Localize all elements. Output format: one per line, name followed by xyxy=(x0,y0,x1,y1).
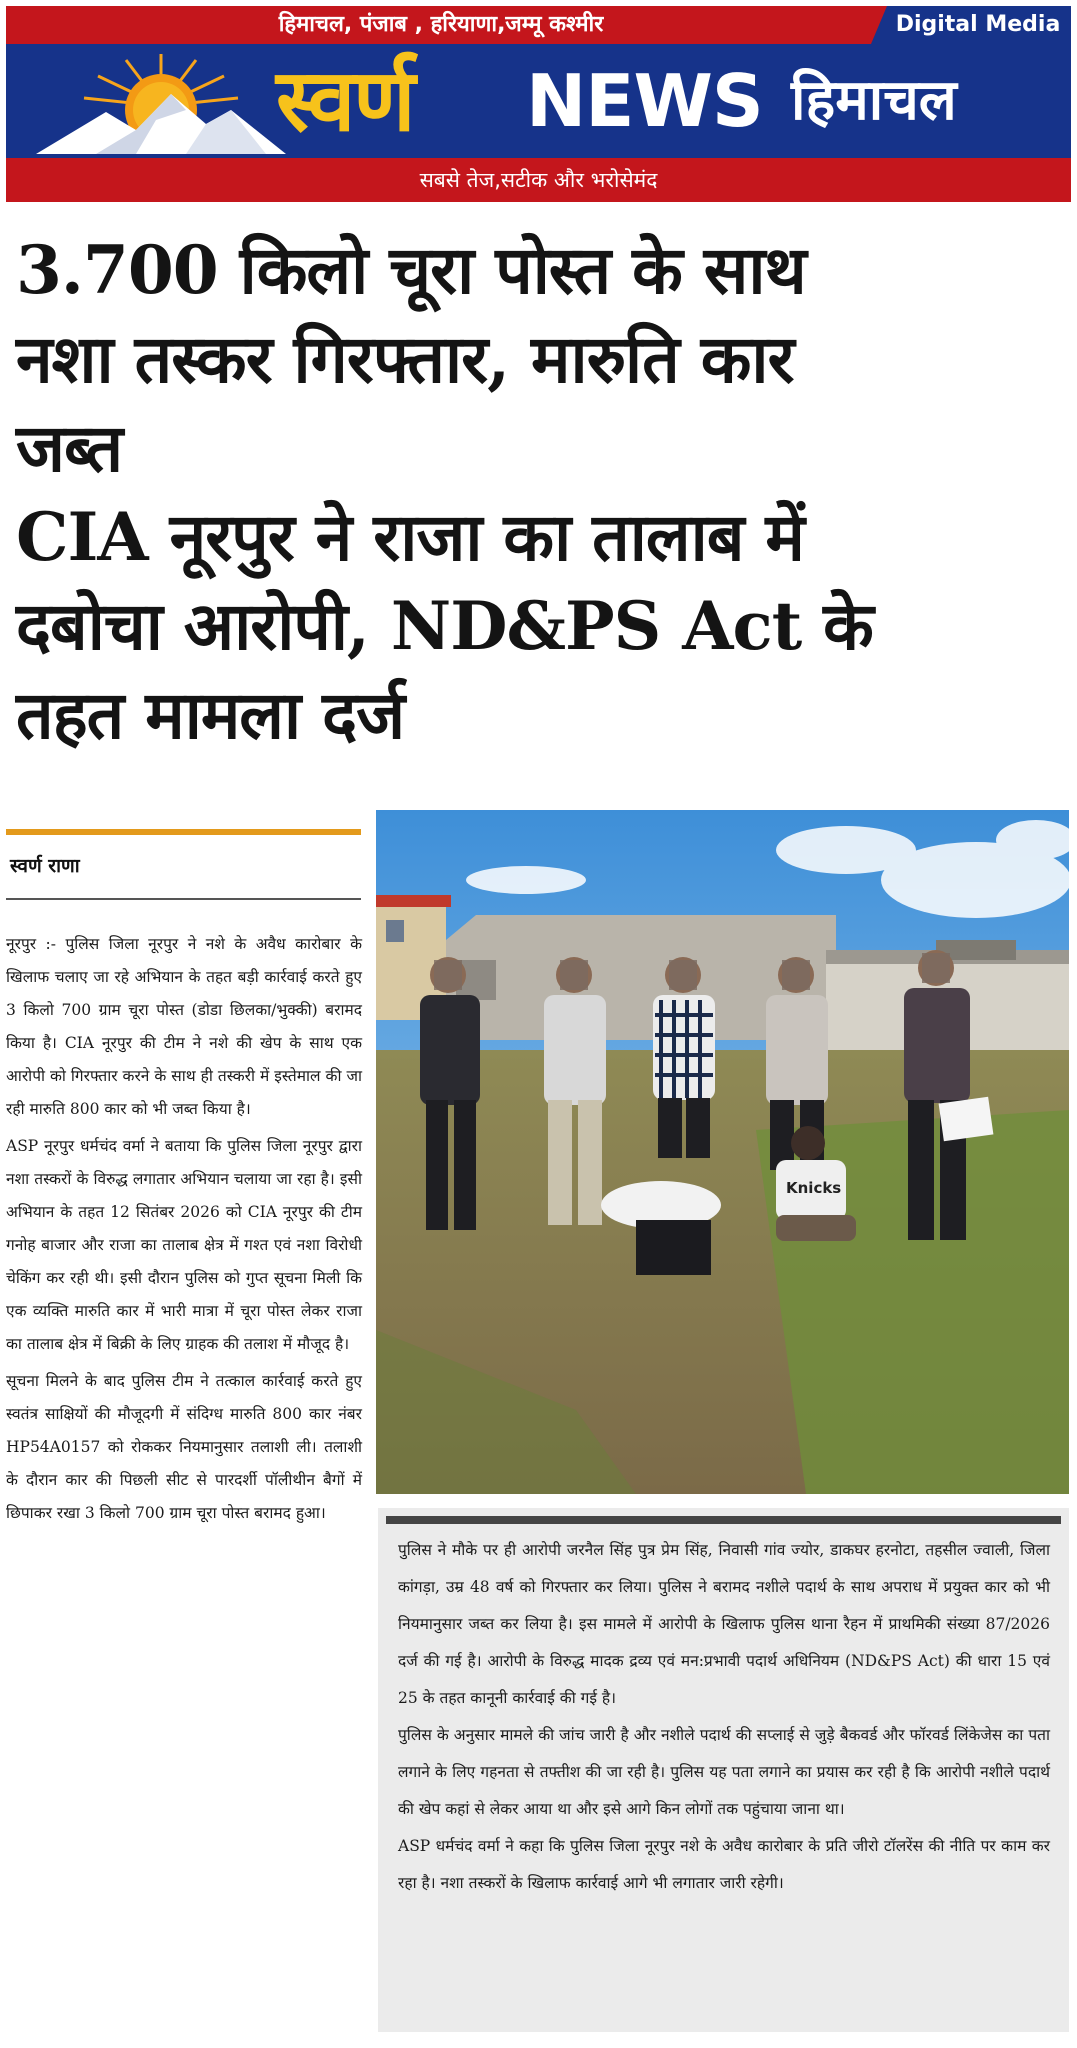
brand-swarn-text: स्वर्ण xyxy=(276,51,414,151)
box-top-bar xyxy=(386,1516,1061,1524)
byline-divider xyxy=(6,898,361,900)
digital-media-label: Digital Media xyxy=(895,12,1061,37)
masthead xyxy=(6,6,1071,202)
headline xyxy=(16,226,1066,760)
brand-news-text: NEWS xyxy=(526,59,763,143)
article-paragraph: ASP नूरपुर धर्मचंद वर्मा ने बताया कि पुलिस जिला नूरपुर द्वारा नशा तस्करों के विरुद्ध लगातार अभियान चलाया जा रहा है। इसी अभियान के तहत 12 सितंबर 2026 को CIA नूरपुर की टीम गनोह बाजार और राजा का तालाब क्षेत्र में गश्त एवं नशा विरोधी चेकिंग कर रही थी। इसी दौरान पुलिस को गुप्त सूचना मिली कि एक व्यक्ति मारुति कार में भारी मात्रा में चूरा पोस्त लेकर राजा का तालाब क्षेत्र में बिक्री के लिए ग्राहक की तलाश में मौजूद है। xyxy=(6,1137,362,1353)
brand-state-text: हिमाचल xyxy=(791,68,957,133)
sun-mountain-logo-icon xyxy=(36,50,286,156)
box-text xyxy=(398,1532,1050,1902)
headline-line: जब्त xyxy=(16,409,123,487)
arrest-photo xyxy=(376,810,1069,1494)
article-left-column xyxy=(6,928,362,1534)
masthead-top-strip xyxy=(6,6,1071,44)
masthead-tagline-strip xyxy=(6,158,1071,202)
headline-line: नशा तस्कर गिरफ्तार, मारुति कार xyxy=(16,320,794,398)
article-paragraph: पुलिस ने मौके पर ही आरोपी जरनैल सिंह पुत्र प्रेम सिंह, निवासी गांव ज्योर, डाकघर हरनोटा, तहसील ज्वाली, जिला कांगड़ा, उम्र 48 वर्ष को गिरफ्तार कर लिया। पुलिस ने बरामद नशीले पदार्थ के साथ अपराध में प्रयुक्त कार को भी नियमानुसार जब्त कर लिया है। इस मामले में आरोपी के खिलाफ पुलिस थाना रैहन में प्राथमिकी संख्या 87/2026 दर्ज की गई है। आरोपी के विरुद्ध मादक द्रव्य एवं मन:प्रभावी पदार्थ अधिनियम (ND&PS Act) की धारा 15 एवं 25 के तहत कानूनी कार्रवाई की गई है। xyxy=(398,1541,1050,1707)
headline-line: CIA नूरपुर ने राजा का तालाब में xyxy=(16,498,804,576)
byline-accent-bar xyxy=(6,829,361,835)
article-paragraph: पुलिस के अनुसार मामले की जांच जारी है और नशीले पदार्थ की सप्लाई से जुड़े बैकवर्ड और फॉरवर्ड लिंकेजेस का पता लगाने के लिए गहनता से तफ्तीश की जा रही है। पुलिस यह पता लगाने का प्रयास कर रही है कि आरोपी नशीले पदार्थ की खेप कहां से लेकर आया था और इसे आगे किन लोगों तक पहुंचाया जाना था। xyxy=(398,1726,1050,1818)
masthead-brand-band xyxy=(6,44,1071,158)
tagline: सबसे तेज,सटीक और भरोसेमंद xyxy=(419,168,658,192)
shirt-print-text: Knicks xyxy=(786,1179,842,1197)
headline-line: तहत मामला दर्ज xyxy=(16,676,405,754)
article-continuation-box xyxy=(378,1508,1069,2032)
article-paragraph: ASP धर्मचंद वर्मा ने कहा कि पुलिस जिला नूरपुर नशे के अवैध कारोबार के प्रति जीरो टॉलरेंस की नीति पर काम कर रहा है। नशा तस्करों के खिलाफ कार्रवाई आगे भी लगातार जारी रहेगी। xyxy=(398,1837,1050,1892)
article-paragraph: सूचना मिलने के बाद पुलिस टीम ने तत्काल कार्रवाई करते हुए स्वतंत्र साक्षियों की मौजूदगी में संदिग्ध मारुति 800 कार नंबर HP54A0157 को रोककर नियमानुसार तलाशी ली। तलाशी के दौरान कार की पिछली सीट से पारदर्शी पॉलीथीन बैगों में छिपाकर रखा 3 किलो 700 ग्राम चूरा पोस्त बरामद हुआ। xyxy=(6,1372,362,1522)
headline-line: 3.700 किलो चूरा पोस्त के साथ xyxy=(16,231,806,309)
headline-line: दबोचा आरोपी, ND&PS Act के xyxy=(16,587,873,665)
author-byline: स्वर्ण राणा xyxy=(10,855,80,877)
article-paragraph: नूरपुर :- पुलिस जिला नूरपुर ने नशे के अवैध कारोबार के खिलाफ चलाए जा रहे अभियान के तहत बड़ी कार्रवाई करते हुए 3 किलो 700 ग्राम चूरा पोस्त (डोडा छिलका/भुक्की) बरामद किया है। CIA नूरपुर की टीम ने नशे की खेप के साथ एक आरोपी को गिरफ्तार करने के साथ ही तस्करी में इस्तेमाल की जा रही मारुति 800 कार को भी जब्त किया है। xyxy=(6,935,362,1118)
regions-text: हिमाचल, पंजाब , हरियाणा,जम्मू कश्मीर xyxy=(278,12,604,37)
